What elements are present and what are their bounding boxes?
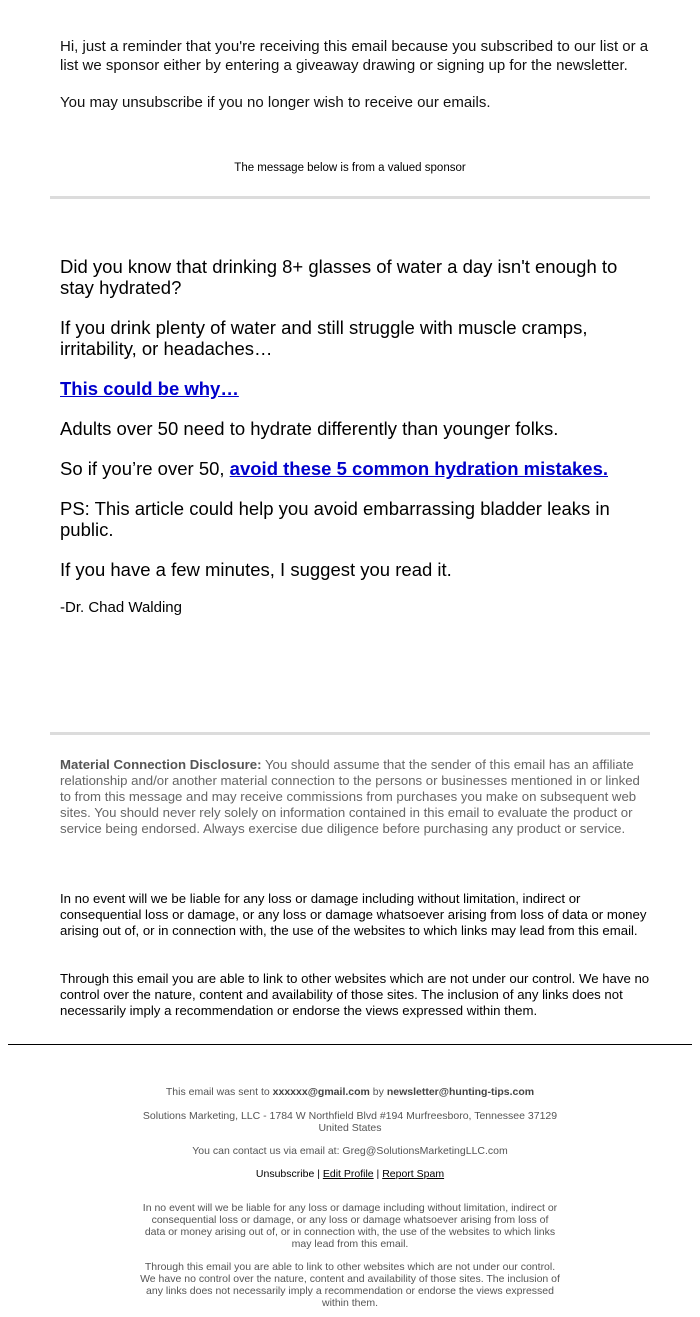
footer-liability — [140, 1202, 560, 1250]
report-spam-link[interactable]: Report Spam — [382, 1168, 445, 1180]
footer-contact — [140, 1145, 560, 1157]
unsubscribe-note: You may unsubscribe if you no longer wish to receive our emails. — [60, 94, 491, 111]
footer-address — [140, 1110, 560, 1134]
footer-links-disclaimer — [140, 1261, 560, 1309]
bottom-divider — [50, 732, 650, 735]
footer-liability-text: In no event will we be liable for any loss or damage including without limitation, indirect or consequential loss or damage, or any loss or damage whatsoever arising from loss of data or money arising out of, or in connection with, the use of the websites to which links may lead from this email. — [142, 1202, 558, 1250]
disclosure-text: You should assume that the sender of this email has an affiliate relationship and/or another material connection to the persons or businesses mentioned in or linked to from this message and may receive commissions from purchases you make on subsequent web sites. You should never rely solely on information contained in this email to evaluate the product or service being endorsed. Always exercise due diligence before purchasing any product or service. — [60, 757, 640, 836]
liability-disclaimer — [60, 891, 650, 939]
disclosure-label: Material Connection Disclosure: — [60, 757, 262, 772]
message-paragraph-5: PS: This article could help you avoid embarrassing bladder leaks in public. — [60, 498, 610, 540]
material-connection-disclosure — [60, 757, 650, 837]
footer-links-text: Through this email you are able to link to other websites which are not under our control. We have no control over the nature, content and availability of those sites. The inclusion of any links does not necessarily imply a recommendation or endorse the views expressed within them. — [140, 1261, 560, 1309]
intro-section — [60, 37, 650, 112]
sponsor-message — [60, 256, 650, 636]
message-paragraph-1: Did you know that drinking 8+ glasses of water a day isn't enough to stay hydrated? — [60, 256, 618, 298]
hydration-mistakes-link[interactable]: avoid these 5 common hydration mistakes. — [229, 458, 609, 479]
message-paragraph-3: Adults over 50 need to hydrate differently than younger folks. — [60, 418, 559, 439]
this-could-be-why-link[interactable]: This could be why… — [60, 378, 239, 399]
footer-sent-line — [140, 1086, 560, 1098]
message-paragraph-4-text: So if you’re over 50, — [60, 458, 230, 479]
sponsor-note: The message below is from a valued sponsor — [234, 162, 466, 174]
edit-profile-link[interactable]: Edit Profile — [322, 1168, 374, 1180]
footer-actions — [140, 1168, 560, 1180]
footer-divider — [8, 1044, 692, 1045]
subscription-reminder: Hi, just a reminder that you're receiving this email because you subscribed to our list or a list we sponsor either by entering a giveaway drawing or signing up for the newsletter. — [60, 38, 649, 74]
company-address: Solutions Marketing, LLC - 1784 W Northfield Blvd #194 Murfreesboro, Tennessee 37129 United States — [142, 1110, 558, 1134]
signature: -Dr. Chad Walding — [60, 599, 182, 616]
external-links-disclaimer — [60, 971, 650, 1019]
separator: | — [314, 1168, 323, 1180]
liability-text: In no event will we be liable for any loss or damage including without limitation, indirect or consequential loss or damage, or any loss or damage whatsoever arising from loss of data or money arising out of, or in connection with, the use of the websites to which links may lead from this email. — [60, 891, 647, 938]
message-paragraph-4 — [60, 458, 650, 479]
message-paragraph-2: If you drink plenty of water and still struggle with muscle cramps, irritability, or headaches… — [60, 317, 588, 359]
sender-email: newsletter@hunting-tips.com — [386, 1086, 535, 1098]
top-divider — [50, 196, 650, 199]
contact-line: You can contact us via email at: Greg@SolutionsMarketingLLC.com — [192, 1145, 508, 1157]
sent-prefix: This email was sent to — [165, 1086, 273, 1098]
unsubscribe-link[interactable]: Unsubscribe — [255, 1168, 315, 1180]
message-paragraph-link — [60, 378, 650, 399]
message-paragraph-6: If you have a few minutes, I suggest you read it. — [60, 559, 452, 580]
links-text: Through this email you are able to link to other websites which are not under our control. We have no control over the nature, content and availability of those sites. The inclusion of any links does not necessarily imply a recommendation or endorse the views expressed within them. — [60, 971, 650, 1018]
separator: | — [373, 1168, 383, 1180]
recipient-email: xxxxxx@gmail.com — [272, 1086, 370, 1098]
sent-by: by — [369, 1086, 387, 1098]
